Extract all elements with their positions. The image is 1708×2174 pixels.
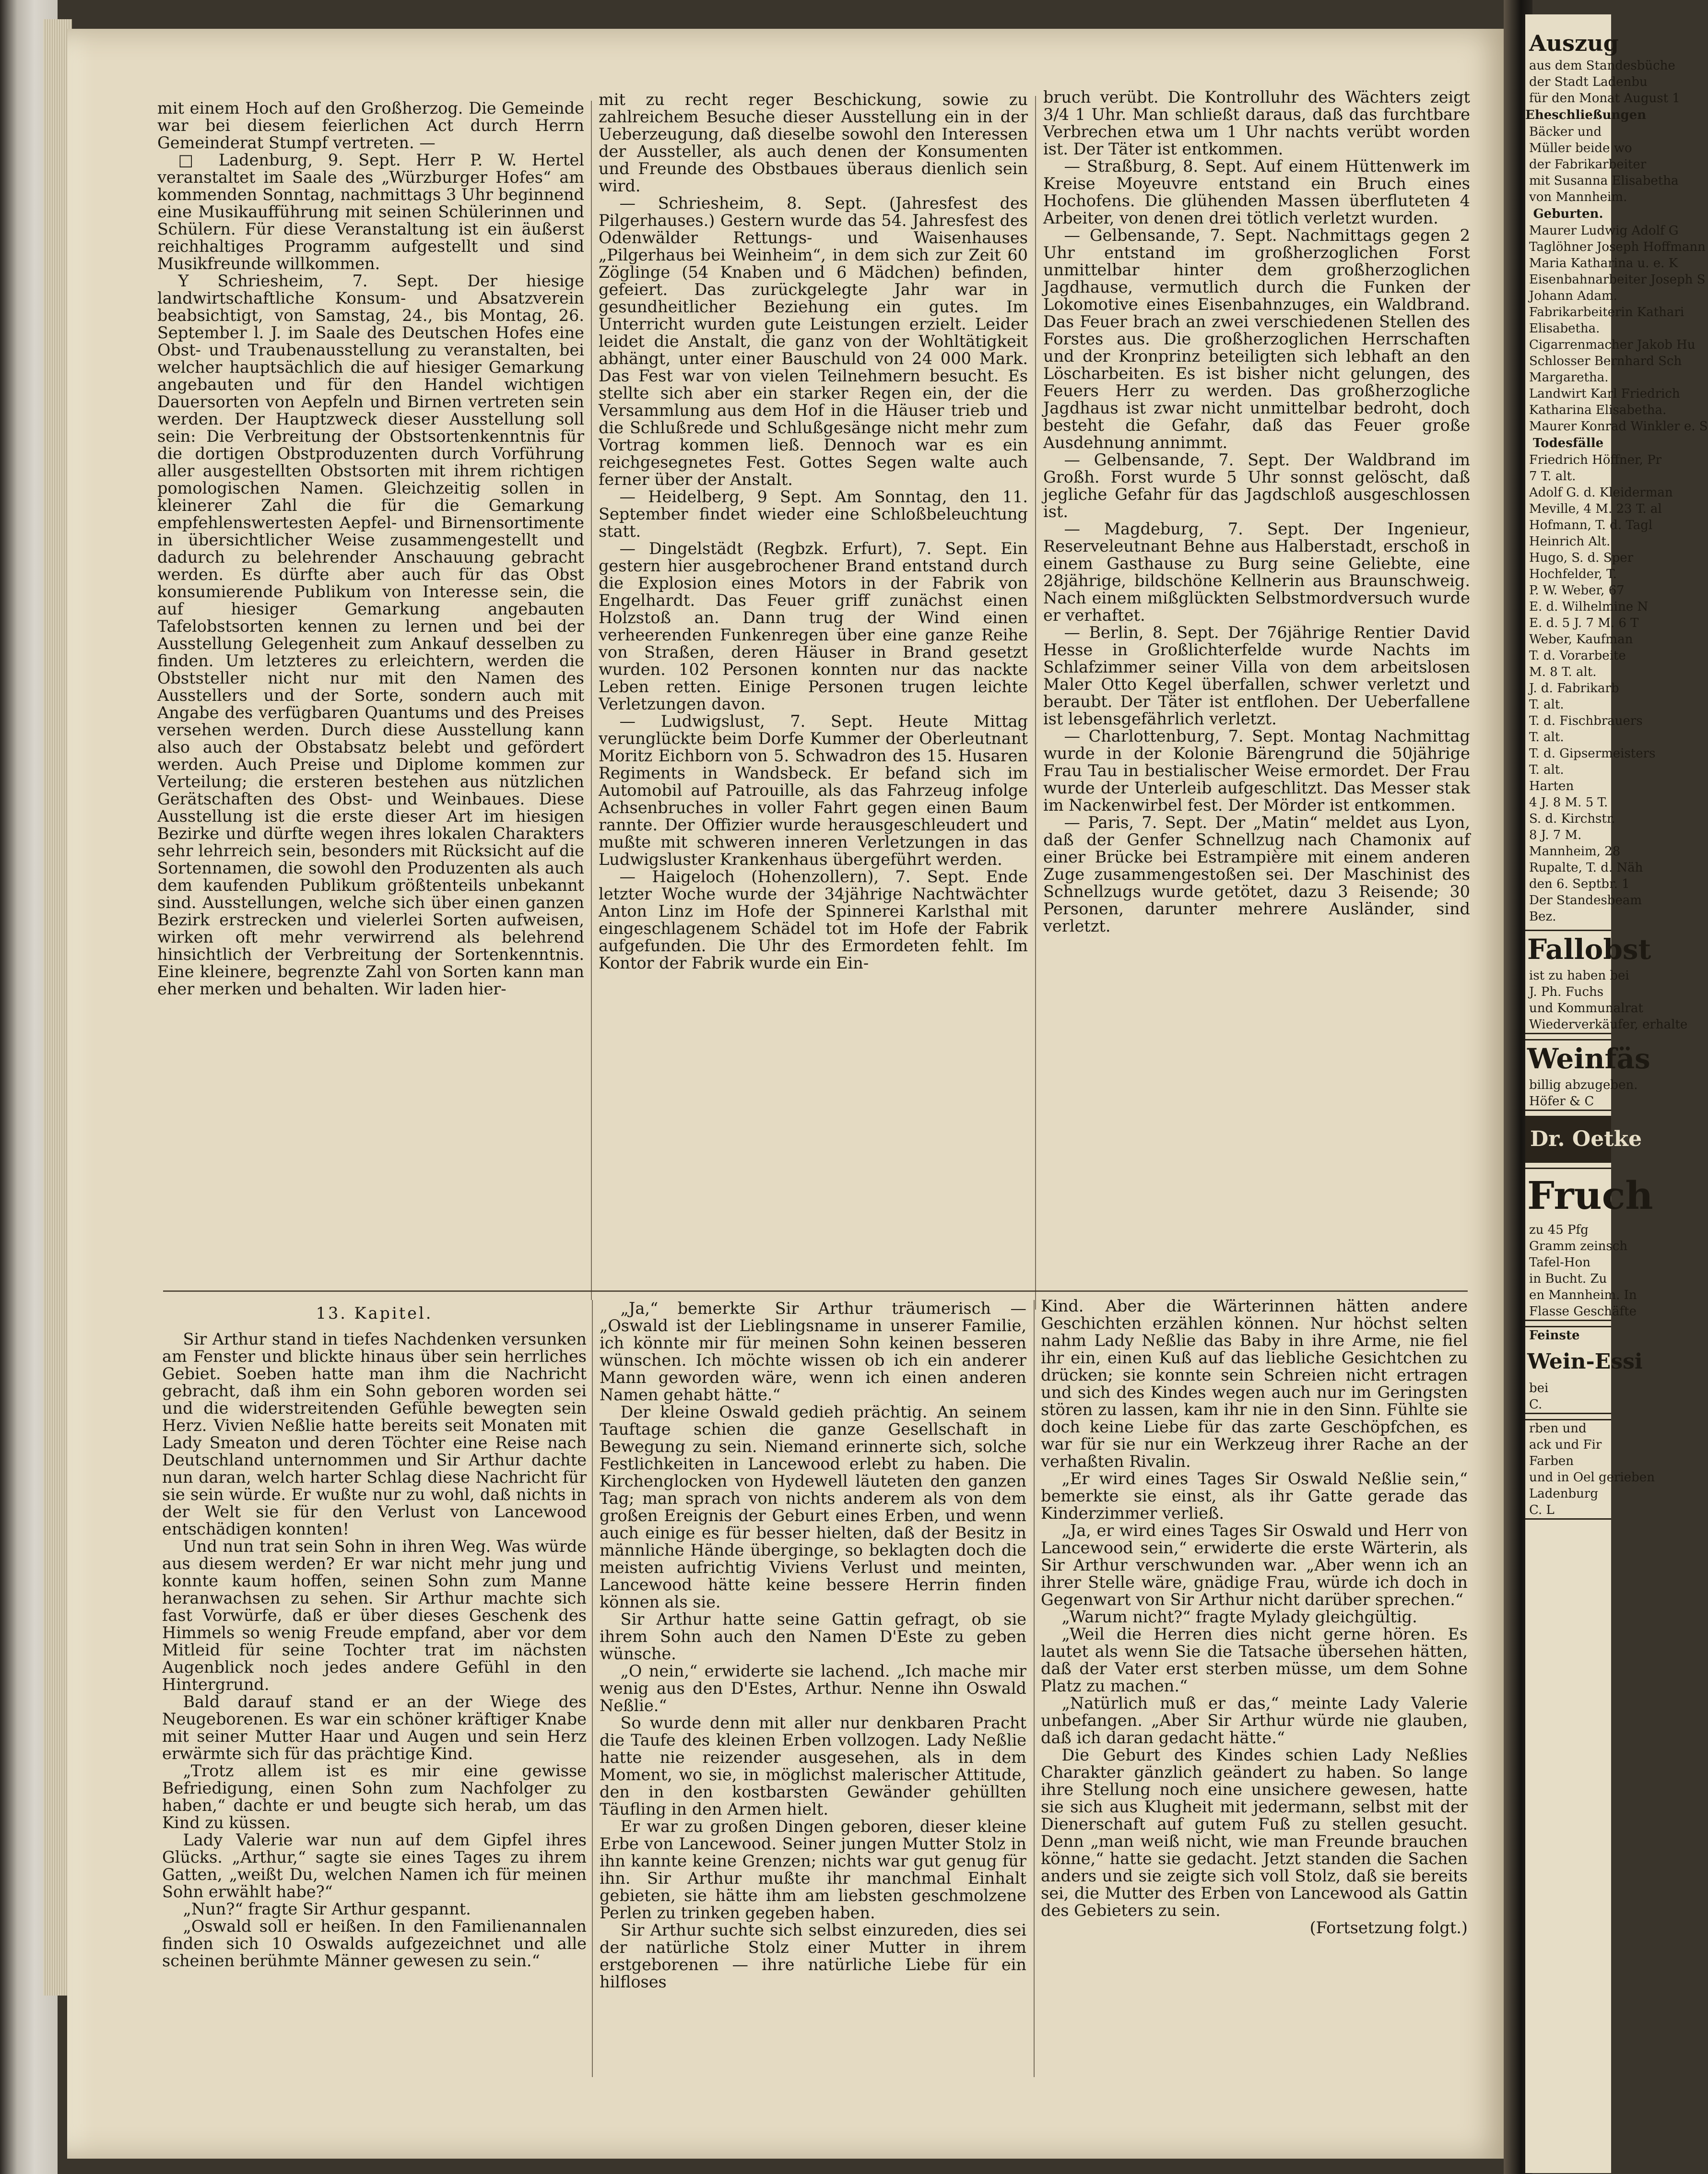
ad-weinessig <box>1525 1326 1643 1414</box>
news-paragraph: — Charlottenburg, 7. Sept. Montag Nachmittag wurde in der Kolonie Bärengrund die 50jährige Frau Tau in bestialischer Weise ermordet. Der Frau wurde der Unterleib aufgeschlitzt. Das Messer stak im Nackenwirbel fest. Der Mörder ist entkommen. <box>1043 727 1470 815</box>
novel-paragraph: „Warum nicht?“ fragte Mylady gleichgültig. <box>1061 1607 1417 1626</box>
column-rule <box>1034 1300 1035 2077</box>
register-line: mit Susanna Elisabetha <box>1529 174 1679 188</box>
ad-oetker-title: Dr. Oetke <box>1530 1127 1642 1151</box>
ad-line: Ladenburg <box>1529 1487 1599 1501</box>
novel-paragraph: Sir Arthur hatte seine Gattin gefragt, ob sie ihrem Sohn auch den Namen D'Este zu geben wünsche. <box>600 1610 1026 1663</box>
register-line: Taglöhner Joseph Hoffmann <box>1529 240 1706 254</box>
news-paragraph: mit einem Hoch auf den Großherzog. Die Gemeinde war bei diesem feierlichen Act durch Herrn Gemeinderat Stumpf vertreten. — <box>157 99 584 152</box>
register-line: Harten <box>1529 779 1574 793</box>
register-line: S. d. Kirchstr. <box>1529 812 1615 826</box>
register-line: Johann Adam. <box>1529 289 1617 303</box>
register-line: T. d. Vorarbeite <box>1529 649 1626 663</box>
news-paragraph: — Schriesheim, 8. Sept. (Jahresfest des Pilgerhauses.) Gestern wurde das 54. Jahresfest des Odenwälder Rettungs- und Waisenhauses „Pilgerhaus bei Weinheim“, in dem sich zur Zeit 60 Zöglinge (54 Knaben und 6 Mädchen) befinden, gefeiert. Das zurückgelegte Jahr war in gesundheitlicher Beziehung ein gutes. Im Unterricht wurden gute Leistungen erzielt. Leider leidet die Anstalt, die ganz von der Wohltätigkeit abhängt, unter einer Bauschuld von 24 000 Mark. Das Fest war von vielen Teilnehmern besucht. Es stellte sich aber ein starker Regen ein, der die Versammlung aus dem Hof in die Häuser trieb und die Schlußrede und Schlußgesänge nicht mehr zum Vortrag kommen ließ. Dennoch war es ein reichgesegnetes Fest. Gottes Segen walte auch ferner über der Anstalt. <box>599 194 1028 489</box>
news-paragraph: — Ludwigslust, 7. Sept. Heute Mittag verunglückte beim Dorfe Kummer der Oberleutnant Moritz Eichborn von 5. Schwadron des 15. Husaren Regiments in Wandsbeck. Er befand sich im Automobil auf Patrouille, als das Fahrzeug infolge Achsenbruches in voller Fahrt gegen einen Baum rannte. Der Offizier wurde herausgeschleudert und mußte mit schweren inneren Verletzungen in das Ludwigsluster Krankenhaus übergeführt werden. <box>599 712 1028 869</box>
register-line: Meville, 4 M. 23 T. al <box>1529 502 1662 516</box>
novel-paragraph: Kind. Aber die Wärterinnen hätten andere Geschichten erzählen können. Nur höchst selten nahm Lady Neßlie das Baby in ihre Arme, nie fiel ihr ein, einen Kuß auf das liebliche Gesichtchen zu drücken; sie konnte sein Schreien nicht ertragen und sich des Kindes wegen auch nur im Geringsten stören zu lassen, kam ihr nie in den Sinn. Fühlte sie doch keine Liebe für das zarte Geschöpfchen, es war für sie nur ein Werkzeug ihrer Rache an der verhaßten Rivalin. <box>1041 1297 1468 1471</box>
register-line: für den Monat August 1 <box>1529 91 1680 106</box>
register-line: P. W. Weber, 67 <box>1529 583 1625 598</box>
novel-paragraph: „Natürlich muß er das,“ meinte Lady Valerie unbefangen. „Aber Sir Arthur würde nie glauben, daß ich daran gedacht hätte.“ <box>1041 1694 1468 1747</box>
ad-weinessig-feinste: Feinste <box>1529 1328 1580 1343</box>
deaths-heading: Todesfälle <box>1532 436 1604 450</box>
continued-note: (Fortsetzung folgt.) <box>1309 1918 1468 1937</box>
novel-paragraph: Der kleine Oswald gedieh prächtig. An seinem Tauftage schien die ganze Gesellschaft in Bewegung zu sein. Niemand erinnerte sich, solche Festlichkeiten in Lancewood erlebt zu haben. Die Kirchenglocken von Hydewell läuteten den ganzen Tag; man sprach von nichts anderem als von dem großen Ereignis der Geburt eines Erben, und wenn auch einige es für besser hielten, daß der Besitz in männliche Hände überginge, so beklagten doch die meisten aufrichtig Viviens Verlust und meinten, Lancewood hätte keine bessere Herrin finden können als sie. <box>600 1403 1026 1611</box>
register-line: T. alt. <box>1529 763 1564 777</box>
news-paragraph: — Heidelberg, 9 Sept. Am Sonntag, den 11. September findet wieder eine Schloßbeleuchtung statt. <box>599 487 1028 541</box>
ad-line: J. Ph. Fuchs <box>1529 985 1604 999</box>
register-line: Bez. <box>1529 910 1556 924</box>
novel-paragraph: Lady Valerie war nun auf dem Gipfel ihres Glücks. „Arthur,“ sagte sie eines Tages zu ihrem Gatten, „weißt Du, welchen Namen ich für meinen Sohn erwählt habe?“ <box>162 1831 587 1901</box>
register-line: Maurer Konrad Winkler e. S <box>1529 419 1708 434</box>
register-line: Eisenbahnarbeiter Joseph S <box>1529 272 1706 287</box>
ad-line: Tafel-Hon <box>1529 1255 1591 1270</box>
register-line: M. 8 T. alt. <box>1529 665 1597 679</box>
novel-paragraph: „Er wird eines Tages Sir Oswald Neßlie sein,“ bemerkte sie einst, als ihr Gatte gerade das Kinderzimmer verließ. <box>1041 1469 1468 1523</box>
news-paragraph: — Magdeburg, 7. Sept. Der Ingenieur, Reserveleutnant Behne aus Halberstadt, erschoß in einem Gasthause zu Burg seine Geliebte, eine 28jährige, bildschöne Kellnerin aus Braunschweig. Nach einem mißglückten Selbstmordversuch wurde er verhaftet. <box>1043 520 1470 625</box>
newspaper-page <box>67 29 1511 2159</box>
news-paragraph: □ Ladenburg, 9. Sept. Herr P. W. Hertel veranstaltet im Saale des „Würzburger Hofes“ am kommenden Sonntag, nachmittags 3 Uhr beginnend eine Musikaufführung mit seinen Schülerinnen und Schülern. Für diese Veranstaltung ist ein äußerst reichhaltiges Programm aufgestellt und sind Musikfreunde willkommen. <box>157 151 584 273</box>
register-line: E. d. 5 J. 7 M. 6 T <box>1529 616 1639 630</box>
novel-paragraph: Die Geburt des Kindes schien Lady Neßlies Charakter gänzlich geändert zu haben. So lange ihre Stellung noch eine unsichere gewesen, hatte sie sich aus Klugheit mit jedermann, selbst mit der Dienerschaft auf gutem Fuß zu stellen gesucht. Denn „man weiß nicht, wie man Freunde brauchen könne,“ hatte sie gedacht. Jetzt standen die Sachen anders und sie zeigte sich voll Stolz, daß sie bereits sei, die Mutter des Erben von Lancewood als Gattin des Gebieters zu sein. <box>1041 1746 1468 1920</box>
column-rule <box>1035 96 1036 1310</box>
ad-line: bei <box>1529 1381 1549 1395</box>
register-line: Hochfelder, T. <box>1529 567 1617 581</box>
register-line: Cigarrenmacher Jakob Hu <box>1529 338 1696 352</box>
ad-fallobst-title: Fallobst <box>1527 933 1651 966</box>
register-line: Hofmann, T. d. Tagl <box>1529 518 1653 532</box>
novel-paragraph: So wurde denn mit aller nur denkbaren Pracht die Taufe des kleinen Erben vollzogen. Lady Neßlie hatte nie reizender ausgesehen, als in dem Moment, wo sie, in möglichst malerischer Attitude, den in den kostbarsten Gewänder gehüllten Täufling in den Armen hielt. <box>600 1713 1026 1819</box>
news-paragraph: — Paris, 7. Sept. Der „Matin“ meldet aus Lyon, daß der Genfer Schnellzug nach Chamonix auf einer Brücke bei Estrampière mit einem anderen Zuge zusammengestoßen sei. Der Maschinist des Schnellzugs wurde getötet, dazu 3 Reisende; 30 Personen, darunter mehrere Ausländer, sind verletzt. <box>1043 813 1470 935</box>
novel-paragraph: „O nein,“ erwiderte sie lachend. „Ich mache mir wenig aus den D'Estes, Arthur. Nenne ihn Oswald Neßlie.“ <box>600 1662 1026 1715</box>
register-line: Margaretha. <box>1529 370 1609 385</box>
register-line: aus dem Standesbüche <box>1529 59 1675 73</box>
register-line: 8 J. 7 M. <box>1529 828 1582 842</box>
news-paragraph: — Haigeloch (Hohenzollern), 7. Sept. Ende letzter Woche wurde der 34jährige Nachtwächter Anton Linz im Hofe der Spinnerei Karlsthal mit eingeschlagenem Schädel tot im Hofe der Fabrik aufgefunden. Die Uhr des Ermordeten fehlt. Im Kontor der Fabrik wurde ein Ein- <box>599 867 1028 972</box>
register-line: Rupalte, T. d. Näh <box>1529 861 1643 875</box>
novel-column-1 <box>162 1305 587 2082</box>
register-line: Landwirt Karl Friedrich <box>1529 387 1680 401</box>
register-line: Friedrich Höffner, Pr <box>1529 453 1662 467</box>
ad-farben <box>1525 1419 1655 1520</box>
ad-line: zu 45 Pfg <box>1529 1223 1589 1237</box>
register-line: Müller beide wo <box>1529 141 1632 155</box>
column-rule <box>591 101 592 1300</box>
register-line: Adolf G. d. Kleiderman <box>1529 485 1673 500</box>
register-line: T. alt. <box>1529 730 1564 744</box>
ad-weinfaesser <box>1525 1039 1650 1111</box>
register-line: Weber, Kaufman <box>1529 632 1633 647</box>
register-line: Maurer Ludwig Adolf G <box>1529 224 1679 238</box>
ad-line: Wiederverkäufer, erhalte <box>1529 1017 1688 1032</box>
novel-paragraph: „Nun?“ fragte Sir Arthur gespannt. <box>183 1900 471 1918</box>
chapter-heading: 13. Kapitel. <box>316 1304 433 1323</box>
novel-paragraph: Er war zu großen Dingen geboren, dieser kleine Erbe von Lancewood. Seiner jungen Mutter Stolz in ihn kannte keine Grenzen; nichts war gut genug für ihn. Sir Arthur mußte ihr manchmal Einhalt gebieten, sie hätte ihm am liebsten geschmolzene Perlen zu trinken gegeben haben. <box>600 1817 1026 1922</box>
births-heading: Geburten. <box>1533 207 1603 221</box>
register-line: 7 T. alt. <box>1529 469 1576 484</box>
novel-paragraph: Bald darauf stand er an der Wiege des Neugeborenen. Es war ein schöner kräftiger Knabe mit seiner Mutter Haar und Augen und sein Herz erwärmte sich für das prächtige Kind. <box>162 1692 587 1763</box>
register-heading: Auszug <box>1529 30 1619 56</box>
news-paragraph: Y Schriesheim, 7. Sept. Der hiesige landwirtschaftliche Konsum- und Absatzverein beabsichtigt, von Samstag, 24., bis Montag, 26. September l. J. im Saale des Deutschen Hofes eine Obst- und Traubenausstellung zu veranstalten, bei welcher hauptsächlich die auf hiesiger Gemarkung angebauten und für den Handel wichtigen Dauersorten von Aepfeln und Birnen vertreten sein werden. Der Hauptzweck dieser Ausstellung soll sein: Die Verbreitung der Obstsortenkenntnis für die dortigen Obstproduzenten durch Vorführung aller ausgestellten Obstsorten mit ihrem richtigen pomologischen Namen. Gleichzeitig sollen in kleinerer Zahl die für die Gemarkung empfehlenswertesten Aepfel- und Birnensortimente in übersichtlicher Weise zusammengestellt und dadurch zu belehrender Anschauung gebracht werden. Es dürfte aber auch für das Obst konsumierende Publikum von Interesse sein, die auf hiesiger Gemarkung angebauten Tafelobstsorten kennen zu lernen und bei der Ausstellung Gelegenheit zum Ankauf desselben zu finden. Um letzteres zu erleichtern, werden die Obststeller nicht nur mit den Namen des Ausstellers und der Sorte, sondern auch mit Angabe des verfügbaren Quantums und des Preises versehen werden. Durch diese Ausstellung kann also auch der Obstabsatz belebt und gefördert werden. Auch Preise und Diplome kommen zur Verteilung; die ersteren bestehen aus nützlichen Gerätschaften des Obst- und Weinbaues. Diese Ausstellung ist die erste dieser Art im hiesigen Bezirke und dürfte wegen ihres lokalen Charakters sehr lehrreich sein, besonders mit Rücksicht auf die Sortennamen, die sowohl den Produzenten als auch dem kaufenden Publikum größtenteils unbekannt sind. Ausstellungen, welche sich über einen ganzen Bezirk erstrecken und vielerlei Sorten aufweisen, wirken oft mehr verwirrend als belehrend hinsichtlich der Verbreitung der Sortenkenntnis. Eine kleinere, begrenzte Zahl von Sorten kann man eher merken und behalten. Wir laden hier- <box>157 272 584 998</box>
ad-line: in Bucht. Zu <box>1529 1272 1607 1286</box>
register-line: den 6. Septbr. 1 <box>1529 877 1630 891</box>
novel-paragraph: „Ja, er wird eines Tages Sir Oswald und Herr von Lancewood sein,“ erwiderte die erste Wärterin, als Sir Arthur verschwunden war. „Aber wenn ich an ihrer Stelle wäre, gnädige Frau, würde ich doch in Gegenwart von Sir Arthur nicht darüber sprechen.“ <box>1041 1521 1468 1609</box>
register-line: Maria Katharina u. e. K <box>1529 256 1678 271</box>
novel-paragraph: „Weil die Herren dies nicht gerne hören. Es lautet als wenn Sie die Tatsache übersehen hätten, daß der Vater erst sterben müsse, um dem Sohne Platz zu machen.“ <box>1041 1625 1468 1695</box>
ad-line: rben und <box>1529 1421 1587 1436</box>
news-paragraph: — Gelbensande, 7. Sept. Nachmittags gegen 2 Uhr entstand im großherzoglichen Forst unmittelbar hinter dem großherzoglichen Jagdhause, vermutlich durch die Funken der Lokomotive eines Eisenbahnzuges, ein Waldbrand. Das Feuer brach an zwei verschiedenen Stellen des Forstes aus. Die großherzoglichen Herrschaften und der Kronprinz beteiligten sich lebhaft an den Löscharbeiten. Es ist bisher nicht gelungen, des Feuers Herr zu werden. Das großherzogliche Jagdhaus ist zwar nicht unmittelbar bedroht, doch besteht die Gefahr, daß das Feuer große Ausdehnung annimmt. <box>1043 226 1470 452</box>
novel-paragraph: „Ja,“ bemerkte Sir Arthur träumerisch — „Oswald ist der Lieblingsname in unserer Familie, ich könnte mir für meinen Sohn keinen besseren wünschen. Ich möchte wissen ob ich ein anderer Mann geworden wäre, wenn ich einen anderen Namen gehabt hätte.“ <box>600 1299 1026 1404</box>
novel-column-2 <box>600 1300 1026 2082</box>
novel-column-3 <box>1041 1298 1468 2084</box>
register-line: der Fabrikarbeiter <box>1529 157 1647 172</box>
register-line: Fabrikarbeiterin Kathari <box>1529 305 1684 319</box>
news-paragraph: — Straßburg, 8. Sept. Auf einem Hüttenwerk im Kreise Moyeuvre entstand ein Bruch eines Hochofens. Die glühenden Massen überfluteten 4 Arbeiter, von denen drei tötlich verletzt wurden. <box>1043 157 1470 227</box>
column-rule <box>592 1300 593 2077</box>
ad-weinfaesser-title: Weinfäs <box>1527 1042 1650 1075</box>
register-line: E. d. Wilhelmine N <box>1529 600 1649 614</box>
news-paragraph: — Dingelstädt (Regbzk. Erfurt), 7. Sept. Ein gestern hier ausgebrochener Brand entstand durch die Explosion eines Motors in der Fabrik von Engelhardt. Das Feuer griff zunächst einen Holzstoß an. Dann trug der Wind einen verheerenden Funkenregen über eine ganze Reihe von Straßen, deren Häuser in Brand gesetzt wurden. 102 Personen konnten nur das nackte Leben retten. Einige Personen trugen leichte Verletzungen davon. <box>599 539 1028 713</box>
novel-paragraph: „Oswald soll er heißen. In den Familienannalen finden sich 10 Oswalds aufgezeichnet und alle scheinen berühmte Männer gewesen zu sein.“ <box>162 1917 587 1970</box>
news-paragraph: bruch verübt. Die Kontrolluhr des Wächters zeigt 3/4 1 Uhr. Man schließt daraus, daß das furchtbare Verbrechen etwa um 1 Uhr nachts verübt worden ist. Der Täter ist entkommen. <box>1043 88 1470 158</box>
register-line: Hugo, S. d. Sper <box>1529 551 1634 565</box>
ad-weinessig-title: Wein-Essi <box>1527 1349 1643 1374</box>
ad-line: Farben <box>1529 1454 1574 1468</box>
news-paragraph: mit zu recht reger Beschickung, sowie zu zahlreichem Besuche dieser Ausstellung ein in der Ueberzeugung, daß dieselbe sowohl den Interessen der Aussteller, als auch denen der Konsumenten und Freunde des Obstbaues überaus dienlich sein wird. <box>599 90 1028 195</box>
ad-line: ack und Fir <box>1529 1438 1602 1452</box>
register-line: Elisabetha. <box>1529 321 1600 336</box>
register-line: von Mannheim. <box>1529 190 1627 204</box>
novel-paragraph: Sir Arthur suchte sich selbst einzureden, dies sei der natürliche Stolz einer Mutter in ihrem erstgeborenen — ihre natürliche Liebe für ein hilfloses <box>600 1921 1026 1991</box>
ad-line: und Kommunalrat <box>1529 1001 1643 1016</box>
news-paragraph: — Gelbensande, 7. Sept. Der Waldbrand im Großh. Forst wurde 5 Uhr sonnst gelöscht, daß jegliche Gefahr für das Jagdschloß ausgeschlossen ist. <box>1043 450 1470 521</box>
register-line: Der Standesbeam <box>1529 893 1642 908</box>
marriages-heading: Eheschließungen <box>1525 108 1647 122</box>
ad-line: C. <box>1529 1397 1543 1412</box>
ad-line: und in Oel gerieben <box>1529 1470 1655 1485</box>
register-line: T. d. Fischbrauers <box>1529 714 1643 728</box>
news-column-1 <box>157 100 584 1313</box>
ad-line: Gramm zeinsch <box>1529 1239 1628 1253</box>
news-column-2 <box>599 91 1028 1314</box>
novel-paragraph: Sir Arthur stand in tiefes Nachdenken versunken am Fenster und blickte hinaus über sein herrliches Gebiet. Soeben hatte man ihm die Nachricht gebracht, daß ihm ein Sohn geboren worden sei und die widerstreitenden Gefühle bewegten sein Herz. Vivien Neßlie hatte bereits seit Monaten mit Lady Smeaton und deren Töchter eine Reise nach Deutschland unternommen und Sir Arthur dachte nun daran, welch harter Schlag diese Nachricht für sie sein würde. Er wußte nur zu wohl, daß nichts in der Welt sie für den Verlust von Lancewood entschädigen konnten! <box>162 1330 587 1538</box>
novel-paragraph: „Trotz allem ist es mir eine gewisse Befriedigung, einen Sohn zum Nachfolger zu haben,“ dachte er und beugte sich herab, um das Kind zu küssen. <box>162 1761 587 1832</box>
register-line: der Stadt Ladenbu <box>1529 75 1648 89</box>
register-line: T. alt. <box>1529 697 1564 712</box>
ad-line: Höfer & C <box>1529 1094 1594 1109</box>
register-line: Heinrich Alt. <box>1529 534 1611 549</box>
news-column-3 <box>1043 89 1470 1317</box>
ad-oetker <box>1525 1116 1642 1163</box>
register-line: Katharina Elisabetha. <box>1529 403 1667 417</box>
ad-line: C. L <box>1529 1503 1555 1517</box>
ad-line: billig abzugeben. <box>1529 1078 1638 1092</box>
ad-line: ist zu haben bei <box>1529 969 1629 983</box>
ad-fruchtsaft <box>1525 1168 1653 1321</box>
register-line: J. d. Fabrikarb <box>1529 681 1619 696</box>
section-divider <box>163 1290 1468 1292</box>
news-paragraph: — Berlin, 8. Sept. Der 76jährige Rentier David Hesse in Großlichterfelde wurde Nachts im Schlafzimmer seiner Villa von dem arbeitslosen Maler Otto Kegel überfallen, schwer verletzt und beraubt. Der Täter ist entflohen. Der Ueberfallene ist lebensgefährlich verletzt. <box>1043 623 1470 728</box>
ad-line: en Mannheim. In <box>1529 1288 1637 1302</box>
register-line: Schlosser Bernhard Sch <box>1529 354 1682 368</box>
register-line: 4 J. 8 M. 5 T. <box>1529 795 1608 810</box>
ad-line: Flasse Geschäfte <box>1529 1304 1637 1319</box>
register-line: Bäcker und <box>1529 125 1602 139</box>
adjacent-page <box>1525 14 1708 2173</box>
ad-fallobst <box>1525 930 1688 1034</box>
register-line: T. d. Gipsermeisters <box>1529 746 1656 761</box>
novel-paragraph: Und nun trat sein Sohn in ihren Weg. Was würde aus diesem werden? Er war nicht mehr jung und konnte kaum hoffen, seinen Sohn zum Manne heranwachsen zu sehen. Sir Arthur machte sich fast Vorwürfe, daß er über dieses Geschenk des Himmels so wenig Freude empfand, aber vor dem Mitleid für seine Tochter trat im nächsten Augenblick noch jedes andere Gefühl in den Hintergrund. <box>162 1537 587 1694</box>
ad-fruchtsaft-title: Fruch <box>1527 1173 1653 1218</box>
register-line: Mannheim, 28 <box>1529 844 1621 859</box>
